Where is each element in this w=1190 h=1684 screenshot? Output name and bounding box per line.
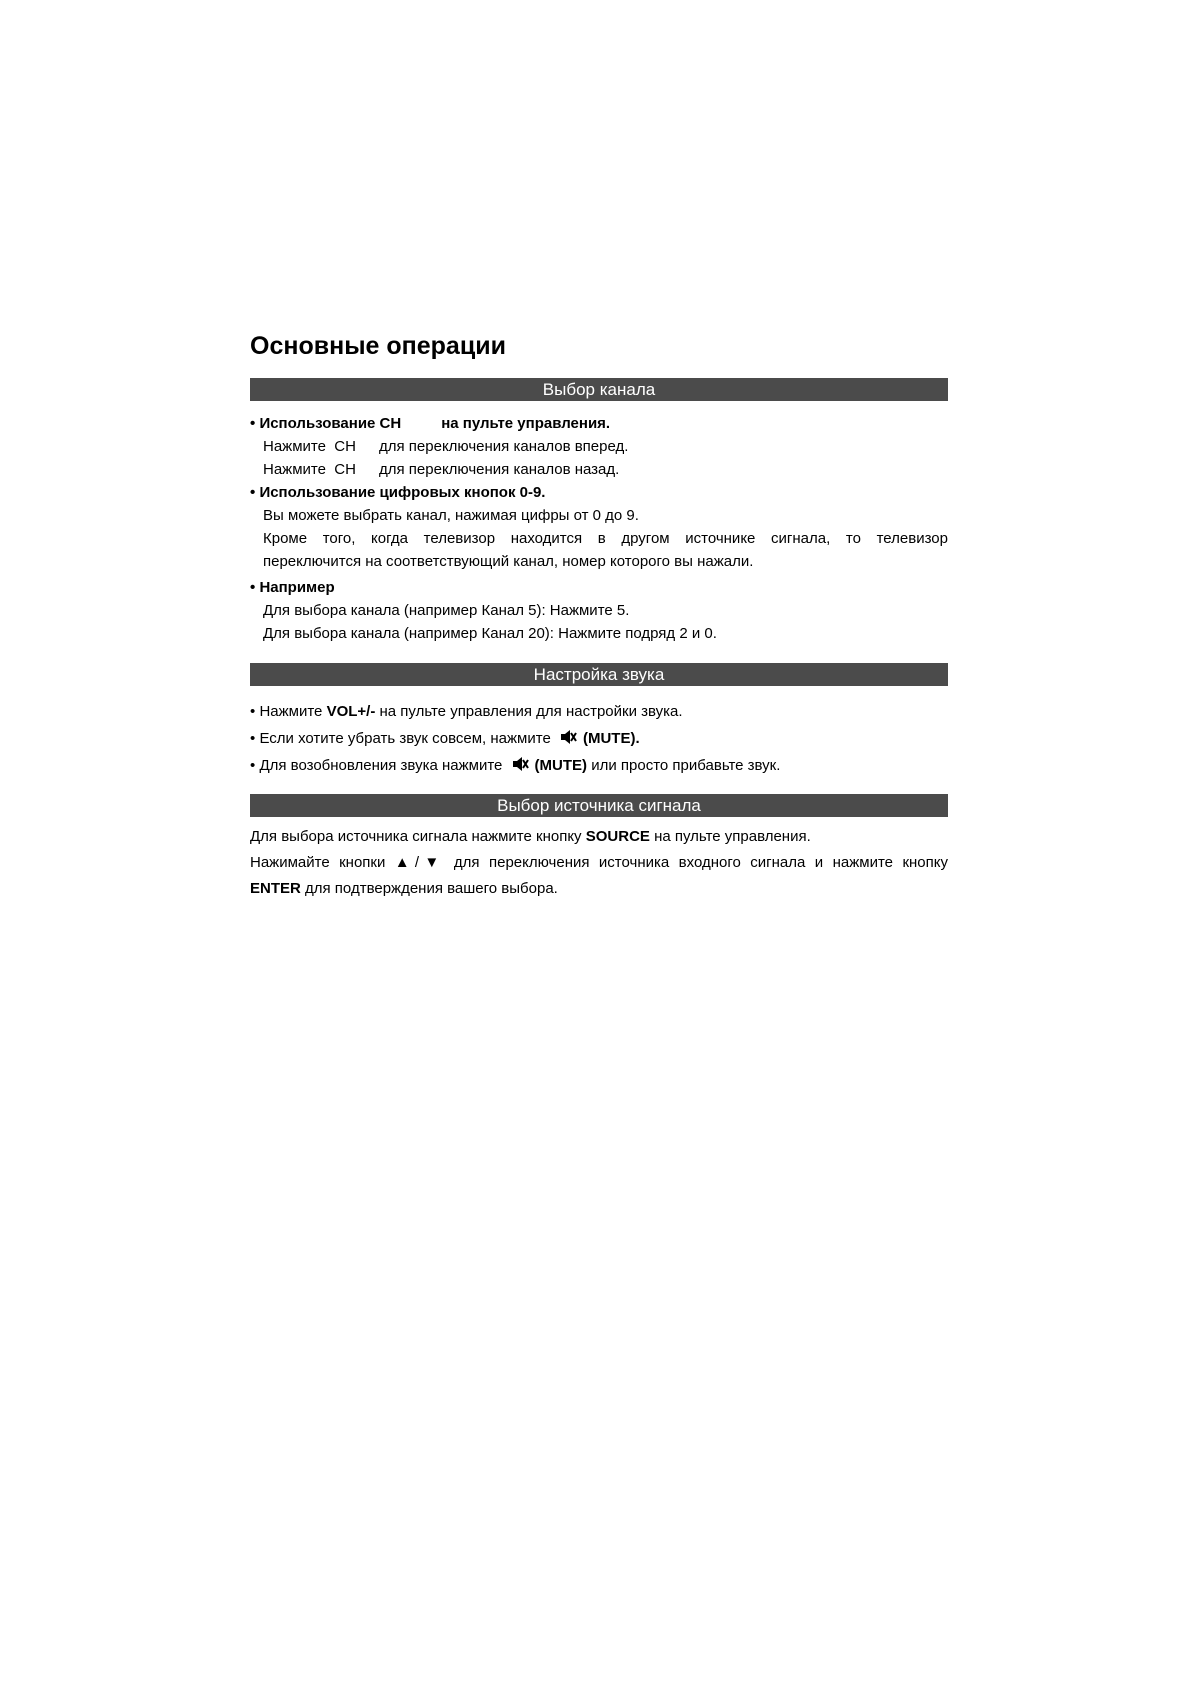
page-title: Основные операции (250, 332, 506, 360)
example-line-1: Для выбора канала (например Канал 5): Нажмите 5. (263, 602, 630, 619)
source-key: SOURCE (585, 828, 650, 845)
digits-line-3: переключится на соответствующий канал, номер которого вы нажали. (263, 553, 754, 570)
example-heading-text: Например (259, 579, 335, 596)
mute-key: (MUTE) (534, 757, 588, 774)
press-ch-next (250, 435, 948, 458)
enter-key: ENTER (250, 880, 301, 897)
bullet: • (250, 484, 256, 501)
digits-heading-text: Использование цифровых кнопок 0-9. (259, 484, 546, 501)
bullet: • (250, 415, 256, 432)
mute-key: (MUTE). (582, 730, 640, 747)
example-line-2: Для выбора канала (например Канал 20): Нажмите подряд 2 и 0. (263, 625, 717, 642)
press-next-text: для переключения каналов вперед. (379, 438, 629, 455)
bullet: • (250, 579, 256, 596)
sound-line-3 (250, 752, 948, 779)
example-heading (250, 576, 948, 599)
digits-line-1: Вы можете выбрать канал, нажимая цифры от 0 до 9. (263, 507, 639, 524)
sound-line-2-a: Если хотите убрать звук совсем, нажмите (259, 730, 551, 747)
press-ch-prev (250, 458, 948, 481)
digits-heading (250, 481, 948, 504)
sound-line-2 (250, 725, 948, 752)
sound-line-3-a: Для возобновления звука нажмите (259, 757, 503, 774)
mute-icon (511, 756, 529, 772)
ch-heading (250, 412, 948, 435)
ch-heading-text-b: на пульте управления. (441, 415, 611, 432)
press-prev-text: для переключения каналов назад. (379, 461, 620, 478)
ch-heading-text-a: Использование CH (259, 415, 402, 432)
vol-key: VOL+/- (326, 703, 376, 720)
press-ch-label: Нажмите CH (263, 438, 356, 455)
source-line-1 (250, 824, 948, 850)
sound-line-1-a: Нажмите (259, 703, 327, 720)
source-line-1-a: Для выбора источника сигнала нажмите кнопку (250, 828, 586, 845)
sound-line-3-c: или просто прибавьте звук. (587, 757, 781, 774)
bullet: • (250, 730, 256, 747)
source-line-3-b: для подтверждения вашего выбора. (300, 880, 558, 897)
source-line-2: Нажимайте кнопки ▲/▼ для переключения источника входного сигнала и нажмите кнопку (250, 854, 948, 871)
section-header-sound: Настройка звука (250, 663, 948, 686)
bullet: • (250, 703, 256, 720)
source-line-1-c: на пульте управления. (649, 828, 811, 845)
mute-icon (559, 729, 577, 745)
source-line-3 (250, 876, 948, 902)
section-header-channel: Выбор канала (250, 378, 948, 401)
sound-line-1 (250, 698, 948, 725)
document-content (250, 328, 948, 902)
press-ch-label: Нажмите CH (263, 461, 356, 478)
sound-line-1-c: на пульте управления для настройки звука. (375, 703, 683, 720)
section-header-source: Выбор источника сигнала (250, 794, 948, 817)
digits-line-2: Кроме того, когда телевизор находится в другом источнике сигнала, то телевизор (263, 530, 948, 547)
bullet: • (250, 757, 256, 774)
